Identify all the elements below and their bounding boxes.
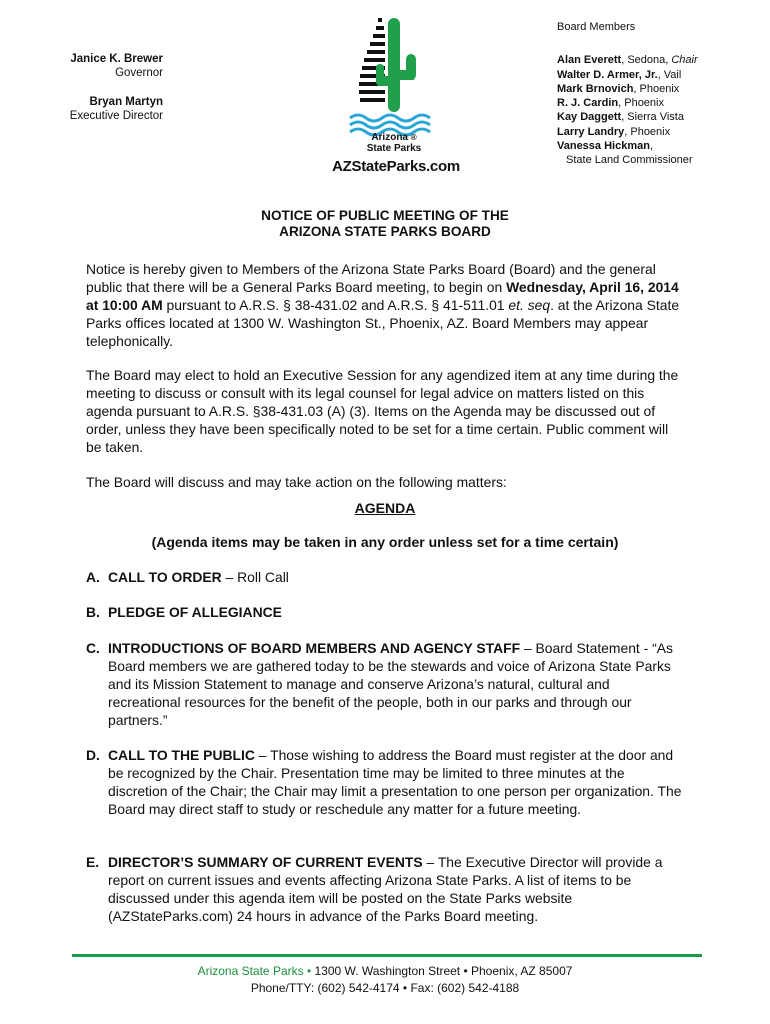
agenda-item-heading: CALL TO ORDER bbox=[108, 569, 222, 585]
board-member-place: , bbox=[649, 140, 654, 153]
agenda-item bbox=[86, 568, 686, 586]
notice-text-c: . at the Arizona State Parks offices located at 1300 W. Washington St., Phoenix, AZ. Board Members may appear telephonically. bbox=[86, 297, 680, 349]
notice-paragraph-2: The Board may elect to hold an Executive Session for any agendized item at any time during the meeting to discuss or consult with its legal counsel for legal advice on matters listed on this agenda pursuant to A.R.S. §38-431.03 (A) (3). Items on the Agenda may be discussed out of order, unless they have been specifically noted to be set for a time certain. Public comment will be taken. bbox=[86, 367, 679, 455]
board-member-name: Mark Brnovich bbox=[557, 82, 634, 95]
board-member-name: Vanessa Hickman bbox=[557, 140, 650, 153]
board-member-place: , Phoenix bbox=[618, 97, 664, 110]
board-member bbox=[557, 53, 767, 67]
agenda-item bbox=[86, 746, 686, 818]
notice-text: Notice is hereby given to Members of the Arizona State Parks Board (Board) and the general public that there will be a General Parks Board meeting, to begin on bbox=[86, 261, 656, 295]
agenda-item-letter: A. bbox=[86, 569, 100, 585]
footer-address: 1300 W. Washington Street • Phoenix, AZ 85007 bbox=[314, 964, 573, 978]
board-member-name: R. J. Cardin bbox=[557, 97, 619, 110]
director-name: Bryan Martyn bbox=[89, 96, 163, 108]
agenda-item-text: – Roll Call bbox=[221, 569, 289, 585]
director-block bbox=[0, 95, 163, 123]
agenda-item-letter: B. bbox=[86, 604, 100, 620]
board-member-place: , Sierra Vista bbox=[621, 111, 684, 124]
agenda-item-heading: DIRECTOR’S SUMMARY OF CURRENT EVENTS bbox=[108, 854, 423, 870]
board-member bbox=[557, 110, 767, 124]
board-member bbox=[557, 68, 767, 82]
notice-paragraph-1 bbox=[86, 260, 686, 350]
notice-paragraph-3: The Board will discuss and may take action on the following matters: bbox=[86, 474, 507, 490]
board-member-place: , Phoenix bbox=[633, 82, 680, 95]
agenda-item-letter: E. bbox=[86, 854, 100, 870]
board-member-name: Alan Everett bbox=[557, 54, 622, 67]
meeting-datetime: Wednesday, April 16, 2014 at 10:00 AM bbox=[86, 279, 679, 313]
board-member bbox=[557, 82, 767, 96]
board-member-name: Kay Daggett bbox=[557, 111, 622, 124]
board-member bbox=[557, 96, 767, 110]
notice-italic: et. seq bbox=[508, 297, 551, 313]
footer-org: Arizona State Parks bbox=[197, 964, 304, 978]
agenda-item bbox=[86, 603, 686, 621]
footer-bullet: • bbox=[303, 964, 315, 978]
footer-address-line bbox=[0, 963, 770, 979]
footer-phone: Phone/TTY: (602) 542-4174 • Fax: (602) 542-4188 bbox=[250, 981, 520, 995]
governor-block bbox=[0, 52, 163, 80]
governor-title: Governor bbox=[115, 67, 163, 79]
agenda-item-heading: INTRODUCTIONS OF BOARD MEMBERS AND AGENCY STAFF bbox=[108, 640, 521, 656]
agenda-item-text: – The Executive Director will provide a report on current issues and events affecting Arizona State Parks. A list of items to be discussed under this agenda item will be posted on the State Parks website (AZStateParks.com) 24 hours in advance of the Parks Board meeting. bbox=[108, 854, 663, 924]
governor-name: Janice K. Brewer bbox=[70, 53, 163, 65]
logo-text-state-parks: State Parks bbox=[366, 143, 422, 154]
agenda-item bbox=[86, 639, 686, 729]
logo-website: AZStateParks.com bbox=[332, 158, 460, 175]
title-line-2: ARIZONA STATE PARKS BOARD bbox=[279, 224, 491, 239]
agenda-item-heading: PLEDGE OF ALLEGIANCE bbox=[108, 604, 282, 620]
board-member bbox=[557, 125, 767, 139]
board-member-name: Walter D. Armer, Jr. bbox=[557, 68, 658, 81]
board-member-name: Larry Landry bbox=[557, 125, 625, 138]
agenda-item-text: – Those wishing to address the Board must register at the door and be recognized by the Chair. Presentation time may be limited to three minutes at the discretion of the Chair; the Chair may limit a presentation to one person per organization. The Board may direct staff to study or reschedule any matter for a future meeting. bbox=[108, 747, 682, 817]
board-members-list bbox=[557, 20, 767, 168]
page-title bbox=[0, 208, 770, 240]
agenda-item bbox=[86, 853, 686, 925]
board-member-place: , Sedona, bbox=[621, 54, 672, 67]
board-member-place: , Phoenix bbox=[624, 125, 671, 138]
director-title: Executive Director bbox=[69, 110, 163, 122]
agenda-heading: AGENDA bbox=[354, 500, 416, 516]
board-member bbox=[557, 139, 767, 153]
registered-mark: ® bbox=[410, 133, 417, 142]
agenda-item-letter: C. bbox=[86, 640, 100, 656]
board-members-heading: Board Members bbox=[557, 21, 636, 33]
agenda-item-letter: D. bbox=[86, 747, 100, 763]
footer-divider bbox=[72, 954, 702, 957]
title-line-1: NOTICE OF PUBLIC MEETING OF THE bbox=[261, 208, 509, 223]
notice-text-b: pursuant to A.R.S. § 38-431.02 and A.R.S. § 41-511.01 bbox=[162, 297, 509, 313]
logo-text-arizona: Arizona bbox=[371, 132, 408, 143]
agenda-item-text: – Board Statement - “As Board members we are gathered today to be the stewards and voice of Arizona State Parks and its Mission Statement to manage and conserve Arizona’s natural, cultural and recreational resources for the benefit of the people, both in our parks and through our partners.” bbox=[108, 640, 673, 728]
board-member-last-line: State Land Commissioner bbox=[566, 154, 693, 167]
arizona-state-parks-logo bbox=[332, 14, 460, 179]
board-member-place: , Vail bbox=[657, 68, 682, 81]
agenda-subheading: (Agenda items may be taken in any order unless set for a time certain) bbox=[151, 534, 619, 550]
board-member-role: Chair bbox=[671, 54, 698, 67]
agenda-item-heading: CALL TO THE PUBLIC bbox=[108, 747, 255, 763]
